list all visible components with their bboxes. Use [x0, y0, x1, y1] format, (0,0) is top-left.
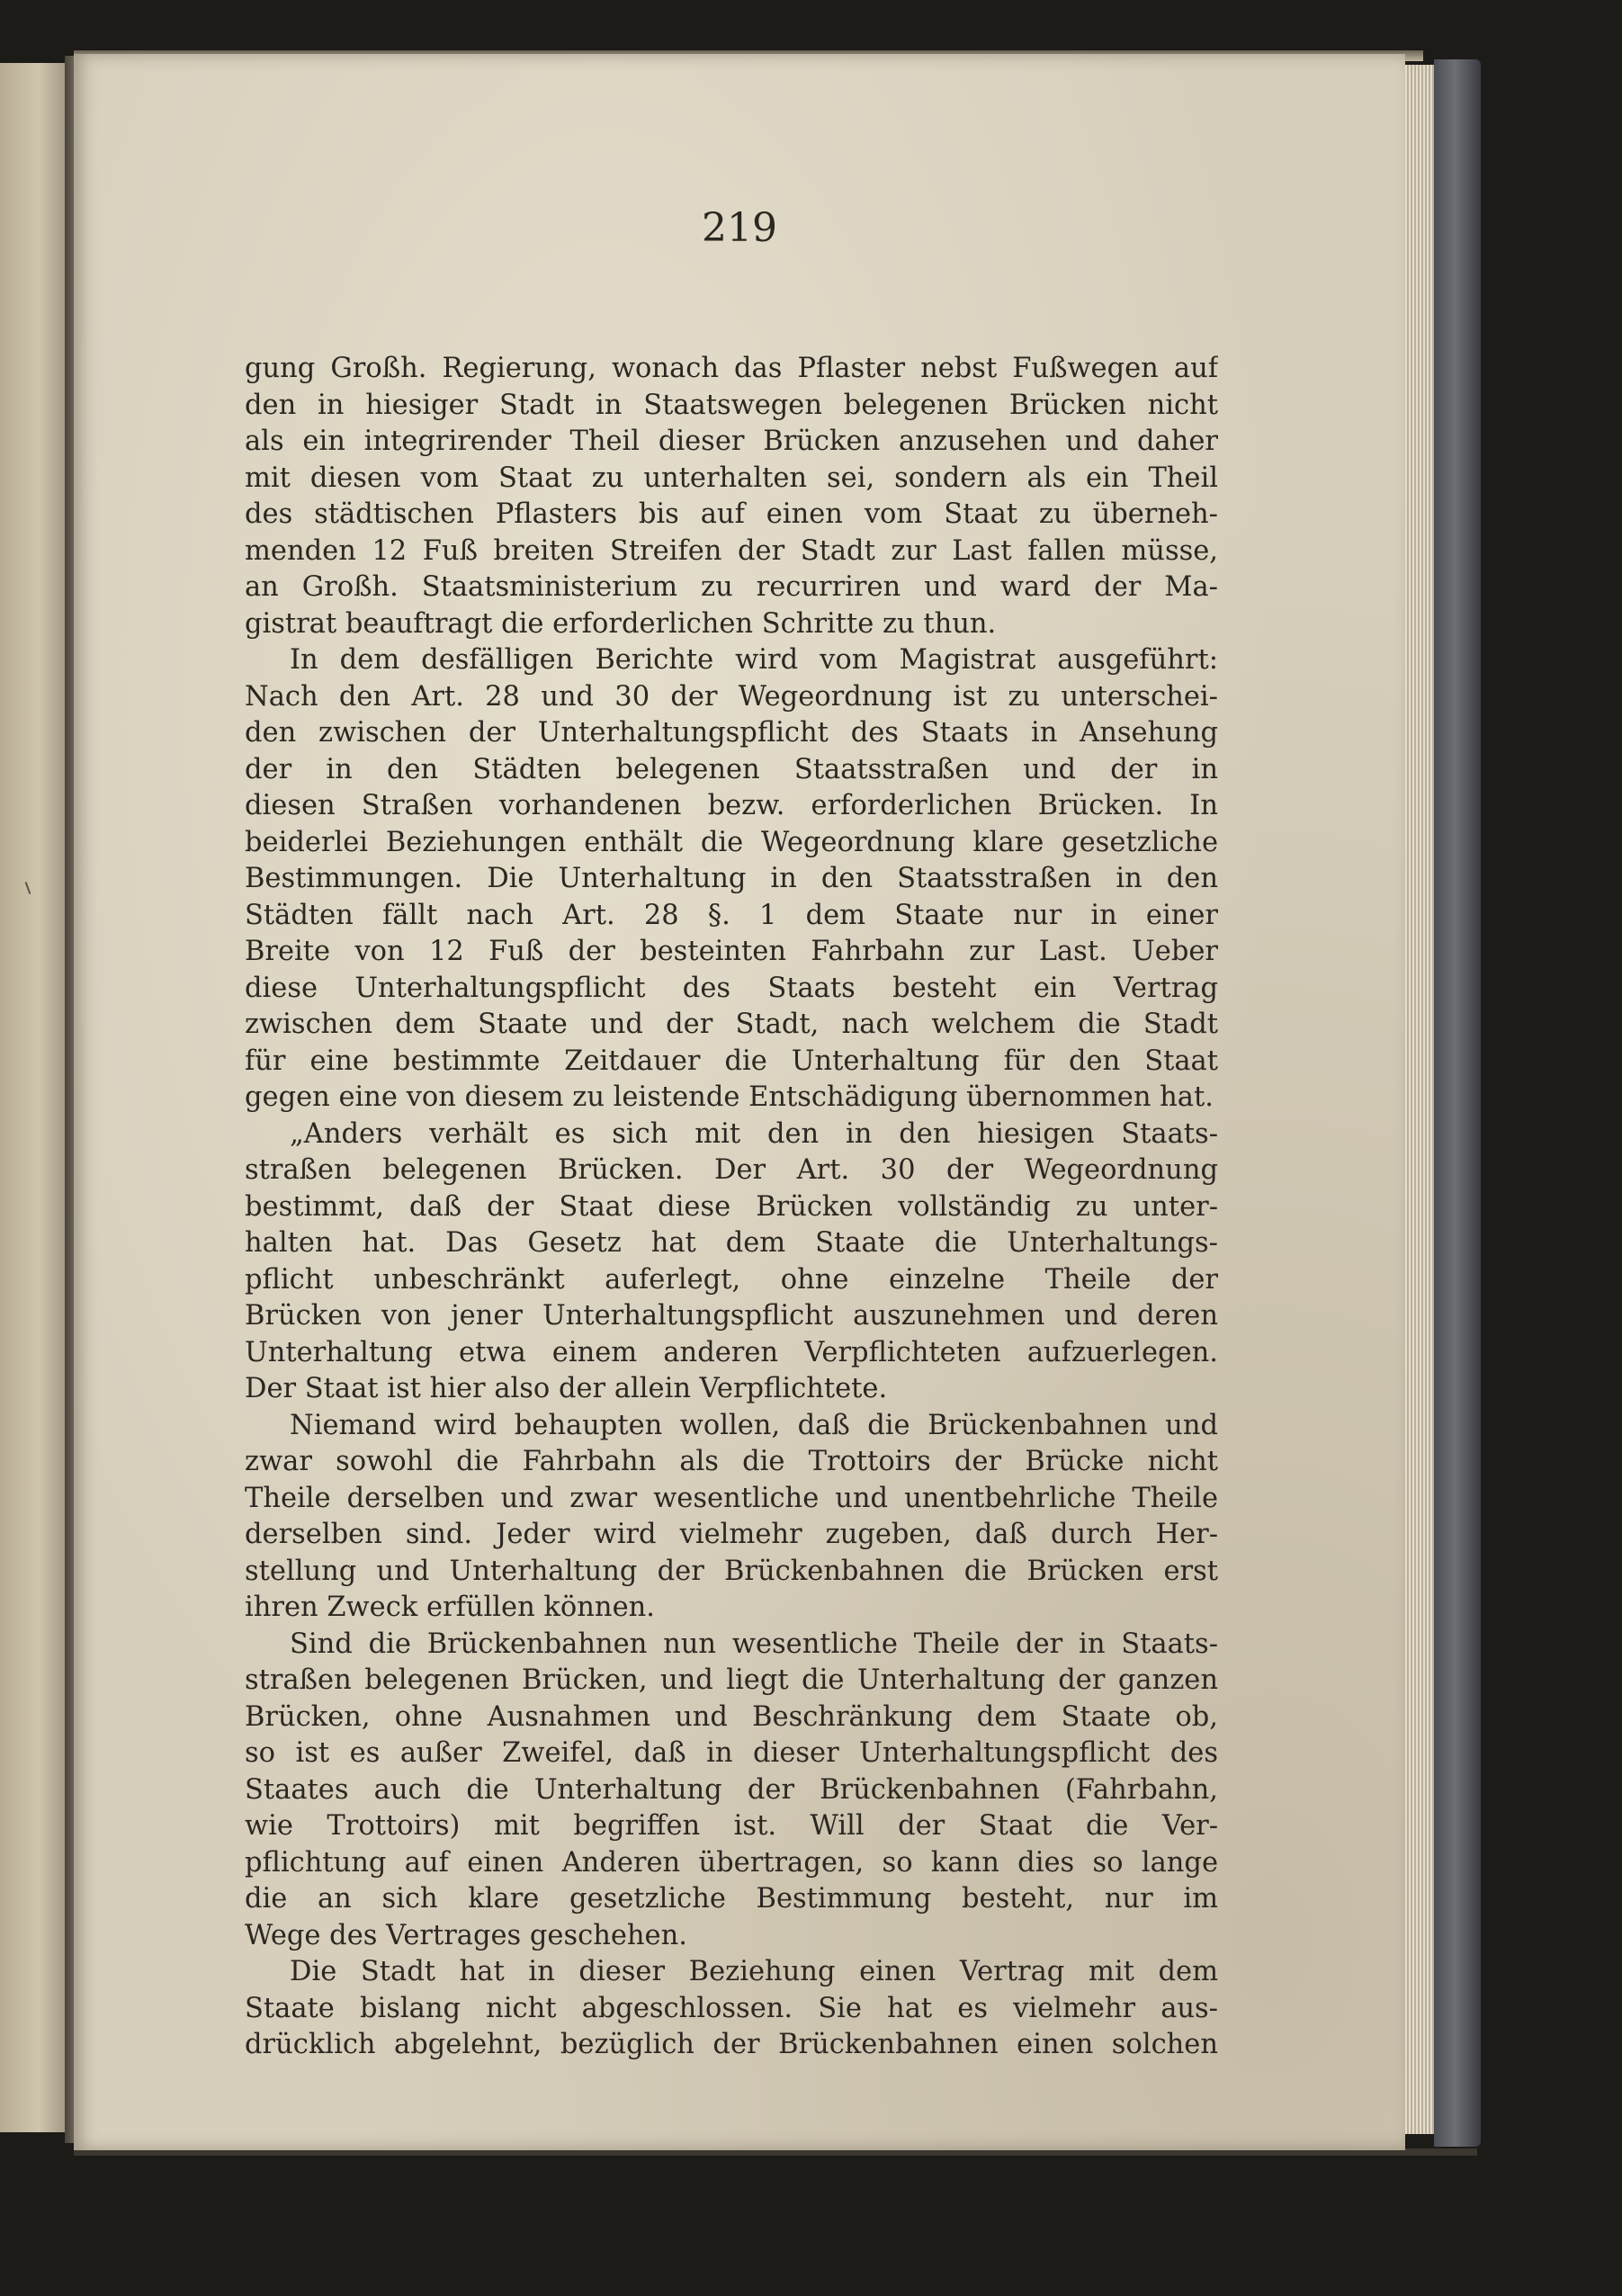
text-line: Niemand wird behaupten wollen, daß die Brückenbahnen und: [290, 1409, 1218, 1441]
text-line: ihren Zweck erfüllen können.: [245, 1592, 655, 1623]
text-line: bestimmt, daß der Staat diese Brücken vollständig zu unter-: [245, 1190, 1218, 1223]
text-line: pflicht unbeschränkt auferlegt, ohne einzelne Theile der: [245, 1263, 1218, 1296]
text-line: diesen Straßen vorhandenen bezw. erforderlichen Brücken. In: [245, 790, 1218, 821]
body-text: [245, 351, 1218, 2064]
text-line: mit diesen vom Staat zu unterhalten sei, sondern als ein Theil: [245, 462, 1218, 494]
text-line: die an sich klare gesetzliche Bestimmung besteht, nur im: [245, 1883, 1218, 1915]
text-line: als ein integrirender Theil dieser Brücken anzusehen und daher: [245, 426, 1218, 457]
text-line: halten hat. Das Gesetz hat dem Staate die Unterhaltungs-: [245, 1227, 1218, 1259]
text-line: Bestimmungen. Die Unterhaltung in den Staatsstraßen in den: [245, 863, 1218, 894]
text-line: für eine bestimmte Zeitdauer die Unterhaltung für den Staat: [245, 1045, 1218, 1077]
text-line: derselben sind. Jeder wird vielmehr zugeben, daß durch Her-: [245, 1519, 1218, 1550]
text-line: des städtischen Pflasters bis auf einen vom Staat zu überneh-: [245, 498, 1218, 530]
text-line: stellung und Unterhaltung der Brückenbahnen die Brücken erst: [245, 1555, 1218, 1587]
book-cover-edge: [1434, 59, 1481, 2147]
text-line: wie Trottoirs) mit begriffen ist. Will der Staat die Ver-: [245, 1810, 1218, 1842]
text-line: den in hiesiger Stadt in Staatswegen belegenen Brücken nicht: [245, 389, 1218, 421]
text-line: Sind die Brückenbahnen nun wesentliche Theile der in Staats-: [290, 1628, 1218, 1660]
book-page: [74, 54, 1405, 2150]
text-line: Der Staat ist hier also der allein Verpflichtete.: [245, 1373, 888, 1404]
page-stack-edge: [1403, 65, 1436, 2134]
text-line: In dem desfälligen Berichte wird vom Magistrat ausgeführt:: [290, 644, 1218, 676]
text-line: diese Unterhaltungspflicht des Staats besteht ein Vertrag: [245, 972, 1218, 1004]
text-line: menden 12 Fuß breiten Streifen der Stadt zur Last fallen müsse,: [245, 534, 1218, 567]
text-line: straßen belegenen Brücken, und liegt die Unterhaltung der ganzen: [245, 1664, 1218, 1696]
left-page-edge: [0, 63, 70, 2132]
text-line: pflichtung auf einen Anderen übertragen, so kann dies so lange: [245, 1846, 1218, 1879]
text-line: gistrat beauftragt die erforderlichen Schritte zu thun.: [245, 607, 997, 640]
text-line: drücklich abgelehnt, bezüglich der Brückenbahnen einen solchen: [245, 2029, 1218, 2060]
text-line: Die Stadt hat in dieser Beziehung einen Vertrag mit dem: [290, 1956, 1218, 1987]
text-line: den zwischen der Unterhaltungspflicht des Staats in Ansehung: [245, 717, 1218, 749]
text-line: zwischen dem Staate und der Stadt, nach welchem die Stadt: [245, 1009, 1218, 1040]
text-line: Staates auch die Unterhaltung der Brückenbahnen (Fahrbahn,: [245, 1773, 1218, 1806]
text-line: „Anders verhält es sich mit den in den hiesigen Staats-: [290, 1117, 1218, 1150]
text-line: Staate bislang nicht abgeschlossen. Sie hat es vielmehr aus-: [245, 1992, 1218, 2024]
text-line: Wege des Vertrages geschehen.: [245, 1919, 687, 1951]
text-line: der in den Städten belegenen Staatsstraßen und der in: [245, 753, 1218, 785]
text-line: gegen eine von diesem zu leistende Entschädigung übernommen hat.: [245, 1081, 1214, 1113]
text-line: Brücken, ohne Ausnahmen und Beschränkung dem Staate ob,: [245, 1700, 1218, 1733]
text-line: zwar sowohl die Fahrbahn als die Trottoirs der Brücke nicht: [245, 1446, 1218, 1477]
text-line: Städten fällt nach Art. 28 §. 1 dem Staate nur in einer: [245, 899, 1218, 931]
text-line: Brücken von jener Unterhaltungspflicht auszunehmen und deren: [245, 1300, 1218, 1332]
page-number: 219: [702, 205, 777, 251]
text-line: beiderlei Beziehungen enthält die Wegeordnung klare gesetzliche: [245, 826, 1218, 858]
text-line: Unterhaltung etwa einem anderen Verpflichteten aufzuerlegen.: [245, 1336, 1218, 1368]
text-line: Theile derselben und zwar wesentliche und unentbehrliche Theile: [245, 1482, 1218, 1514]
text-line: so ist es außer Zweifel, daß in dieser Unterhaltungspflicht des: [245, 1737, 1218, 1769]
text-line: straßen belegenen Brücken. Der Art. 30 der Wegeordnung: [245, 1154, 1218, 1186]
text-line: Nach den Art. 28 und 30 der Wegeordnung ist zu unterschei-: [245, 680, 1218, 713]
text-line: gung Großh. Regierung, wonach das Pflaster nebst Fußwegen auf: [245, 353, 1218, 384]
text-line: Breite von 12 Fuß der besteinten Fahrbahn zur Last. Ueber: [245, 936, 1218, 967]
text-line: an Großh. Staatsministerium zu recurriren und ward der Ma-: [245, 571, 1218, 603]
